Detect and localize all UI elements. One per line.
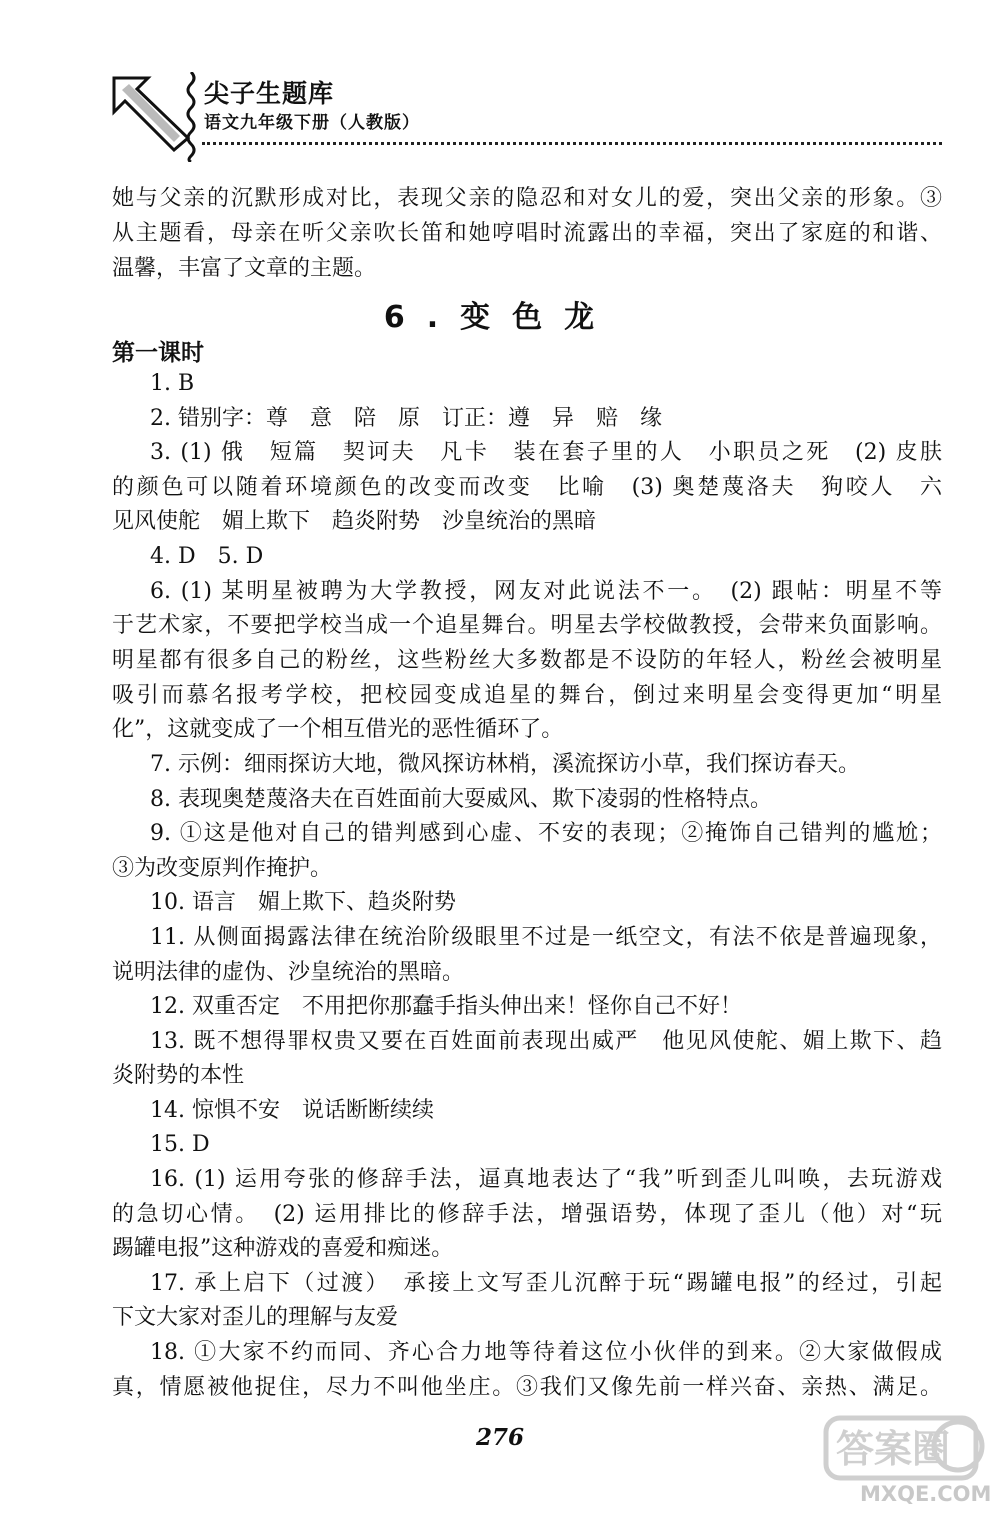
answer-line: 10. 语言 媚上欺下、趋炎附势	[150, 890, 456, 915]
answer-line: 6. (1) 某明星被聘为大学教授，网友对此说法不一。 (2) 跟帖：明星不等	[150, 579, 942, 604]
answer-line: 1. B	[150, 371, 195, 396]
arrow-icon	[112, 76, 192, 152]
answer-line: 16. (1) 运用夸张的修辞手法，逼真地表达了“我”听到歪儿叫唤，去玩游戏	[150, 1167, 942, 1192]
answer-line: 明星都有很多自己的粉丝，这些粉丝大多数都是不设防的年轻人，粉丝会被明星	[112, 648, 942, 673]
answer-line: 真，情愿被他捉住，尽力不叫他坐庄。③我们又像先前一样兴奋、亲热、满足。	[112, 1375, 942, 1400]
answer-line: 8. 表现奥楚蔑洛夫在百姓面前大耍威风、欺下凌弱的性格特点。	[150, 787, 772, 812]
book-title: 尖子生题库	[204, 79, 335, 108]
answer-line: 15. D	[150, 1132, 210, 1157]
answer-line: 17. 承上启下（过渡） 承接上文写歪儿沉醉于玩“踢罐电报”的经过，引起	[150, 1271, 942, 1296]
answer-line: 12. 双重否定 不用把你那蠢手指头伸出来！怪你自己不好！	[150, 994, 742, 1019]
answer-line: 2. 错别字：尊 意 陪 原 订正：遵 异 赔 缘	[150, 406, 662, 431]
answer-line: 7. 示例：细雨探访大地，微风探访林梢，溪流探访小草，我们探访春天。	[150, 752, 860, 777]
answer-line: 4. D 5. D	[150, 544, 264, 569]
answer-line: 13. 既不想得罪权贵又要在百姓面前表现出威严 他见风使舵、媚上欺下、趋	[150, 1029, 942, 1054]
watermark-site: MXQE.COM	[860, 1482, 992, 1506]
book-subtitle: 语文九年级下册（人教版）	[204, 113, 420, 133]
watermark-seal-text: 答案圈	[836, 1427, 951, 1471]
intro-line: 从主题看，母亲在听父亲吹长笛和她哼唱时流露出的幸福，突出了家庭的和谐、	[112, 221, 942, 246]
answer-line: 18. ①大家不约而同、齐心合力地等待着这位小伙伴的到来。②大家做假成	[150, 1340, 942, 1365]
answer-line: 14. 惊惧不安 说话断断续续	[150, 1098, 434, 1123]
answer-line: 于艺术家，不要把学校当成一个追星舞台。明星去学校做教授，会带来负面影响。	[112, 613, 942, 638]
answer-line: 下文大家对歪儿的理解与友爱	[112, 1305, 399, 1330]
section-title: 第一课时	[112, 340, 204, 366]
answer-line: 化”，这就变成了一个相互借光的恶性循环了。	[112, 717, 564, 742]
page-header	[112, 66, 942, 166]
answer-line: 的颜色可以随着环境颜色的改变而改变 比喻 (3) 奥楚蔑洛夫 狗咬人 六	[112, 475, 942, 500]
intro-line: 温馨，丰富了文章的主题。	[112, 256, 377, 281]
wavy-divider	[184, 72, 198, 162]
answer-line: 踢罐电报”这种游戏的喜爱和痴迷。	[112, 1236, 454, 1261]
answer-line: 的急切心情。 (2) 运用排比的修辞手法，增强语势，体现了歪儿（他）对“玩	[112, 1202, 942, 1227]
answer-line: 说明法律的虚伪、沙皇统治的黑暗。	[112, 960, 465, 985]
answer-line: 见风使舵 媚上欺下 趋炎附势 沙皇统治的黑暗	[112, 509, 597, 534]
answer-line: 9. ①这是他对自己的错判感到心虚、不安的表现；②掩饰自己错判的尴尬；	[150, 821, 942, 846]
answer-line: 炎附势的本性	[112, 1063, 245, 1088]
answer-line: 吸引而慕名报考学校，把校园变成追星的舞台，倒过来明星会变得更加“明星	[112, 683, 942, 708]
intro-line: 她与父亲的沉默形成对比，表现父亲的隐忍和对女儿的爱，突出父亲的形象。③	[112, 186, 942, 211]
chapter-title: 6.变色龙	[383, 300, 617, 335]
page-number: 276	[475, 1424, 524, 1451]
answer-line: 11. 从侧面揭露法律在统治阶级眼里不过是一纸空文，有法不依是普遍现象，	[150, 925, 942, 950]
header-divider	[202, 142, 942, 145]
answer-line: ③为改变原判作掩护。	[112, 856, 333, 881]
answer-line: 3. (1) 俄 短篇 契诃夫 凡卡 装在套子里的人 小职员之死 (2) 皮肤	[150, 440, 942, 465]
